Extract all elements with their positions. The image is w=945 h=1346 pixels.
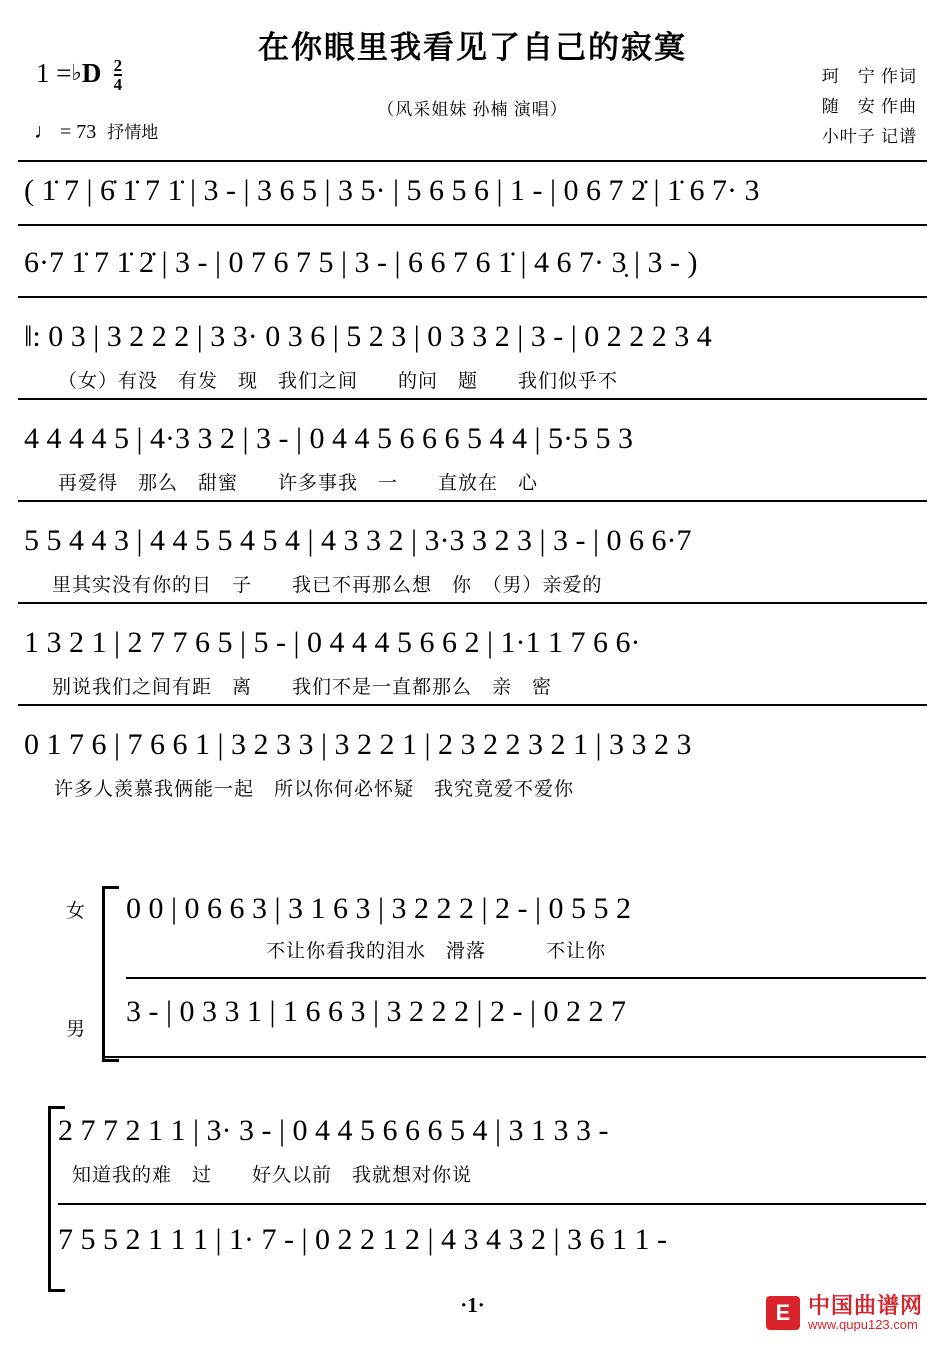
staff-rule [58, 1203, 926, 1205]
quarter-note-icon: ♩ [34, 119, 55, 143]
staff-rule [126, 977, 926, 979]
final-top-lyrics: 知道我的难 过 好久以前 我就想对你说 [72, 1165, 473, 1186]
music-line [18, 508, 927, 610]
key-signature [36, 58, 122, 94]
staff-rule [18, 224, 927, 226]
performer-credit: （风采姐妹 孙楠 演唱） [377, 100, 568, 119]
watermark-logo-icon: E [766, 1296, 800, 1330]
key-name: D [81, 58, 102, 88]
music-line-lyrics: 别说我们之间有距 离 我们不是一直都那么 亲 密 [52, 677, 553, 698]
male-part-notes: 3 - | 0 3 3 1 | 1 6 6 3 | 3 2 2 2 | 2 - | 0 2 2 7 [126, 995, 627, 1028]
music-line [18, 304, 927, 406]
credits-block [822, 62, 917, 151]
music-line [18, 406, 927, 508]
time-signature [114, 57, 123, 93]
staff-rule [18, 602, 927, 604]
music-line-notes: ‖: 0 3 | 3 2 2 2 | 3 3· 0 3 6 | 5 2 3 | 0 3 3 2 | 3 - | 0 2 2 2 3 4 [24, 320, 712, 353]
music-line-lyrics: 许多人羡慕我俩能一起 所以你何必怀疑 我究竟爱不爱你 [54, 779, 575, 800]
composer-credit: 随 安 作曲 [821, 96, 917, 116]
music-line-lyrics: （女）有没 有发 现 我们之间 的问 题 我们似乎不 [58, 371, 619, 392]
staff-rule [18, 398, 927, 400]
watermark [766, 1294, 923, 1332]
music-line [18, 232, 927, 304]
page-number: ·1· [460, 1293, 485, 1317]
music-line-notes: 1 3 2 1 | 2 7 7 6 5 | 5 - | 0 4 4 4 5 6 6 2 | 1·1 1 7 6 6· [24, 626, 641, 659]
music-line [18, 160, 927, 232]
female-part-notes: 0 0 | 0 6 6 3 | 3 1 6 3 | 3 2 2 2 | 2 - | 0 5 5 2 [126, 892, 632, 925]
music-line-lyrics: 里其实没有你的日 子 我已不再那么想 你 （男）亲爱的 [52, 575, 603, 596]
duet-brace [102, 886, 119, 1062]
page-title: 在你眼里我看见了自己的寂寞 [258, 30, 687, 65]
music-line-lyrics: 再爱得 那么 甜蜜 许多事我 一 直放在 心 [58, 473, 539, 494]
final-bottom-notes: 7 5 5 2 1 1 1 | 1· 7 - | 0 2 2 1 2 | 4 3 4 3 2 | 3 6 1 1 - [58, 1223, 667, 1256]
music-line [18, 610, 927, 712]
music-line [18, 712, 927, 812]
final-top-notes: 2 7 7 2 1 1 | 3· 3 - | 0 4 4 5 6 6 6 5 4 | 3 1 3 3 - [58, 1114, 609, 1147]
staff-rule [18, 160, 927, 162]
meter-denominator: 4 [113, 75, 123, 95]
tempo-expression: 抒情地 [107, 123, 159, 142]
tempo-marking [34, 118, 158, 144]
staff-rule [18, 500, 927, 502]
watermark-text [808, 1294, 923, 1332]
staff-rule [18, 704, 927, 706]
staff-rule [102, 1056, 926, 1058]
music-line-notes: ( 1̇ 7 | 6̇ 1̇ 7 1̇ | 3 - | 3 6 5 | 3 5· | 5 6 5 6 | 1 - | 0 6 7 2̇ | 1̇ 6 7· 3 [24, 174, 760, 207]
lyricist-credit: 珂 宁 作词 [821, 67, 917, 86]
key-label: 1 = [36, 58, 72, 88]
music-staff [18, 160, 927, 812]
key-accidental: ♭ [71, 60, 82, 85]
female-part-label: 女 [66, 901, 86, 922]
music-line-notes: 6·7 1̇ 7 1̇ 2̇ | 3 - | 0 7 6 7 5 | 3 - | 6 6 7 6 1̇ | 4 6 7· 3̣ | 3 - ) [24, 246, 698, 279]
tempo-value: = 73 [60, 121, 97, 143]
female-part-lyrics: 不让你看我的泪水 滑落 不让你 [266, 941, 607, 962]
transcriber-credit: 小叶子 记谱 [821, 126, 917, 146]
music-line-notes: 0 1 7 6 | 7 6 6 1 | 3 2 3 3 | 3 2 2 1 | 2 3 2 2 3 2 1 | 3 3 2 3 [24, 728, 692, 761]
watermark-site-name: 中国曲谱网 [807, 1292, 923, 1318]
watermark-site-url: www.qupu123.com [807, 1316, 918, 1332]
music-line-notes: 4 4 4 4 5 | 4·3 3 2 | 3 - | 0 4 4 5 6 6 6 5 4 4 | 5·5 5 3 [24, 422, 633, 455]
male-part-label: 男 [66, 1019, 86, 1040]
staff-rule [18, 296, 927, 298]
meter-numerator: 2 [113, 56, 123, 76]
music-line-notes: 5 5 4 4 3 | 4 4 5 5 4 5 4 | 4 3 3 2 | 3·3 3 2 3 | 3 - | 0 6 6·7 [24, 524, 692, 557]
